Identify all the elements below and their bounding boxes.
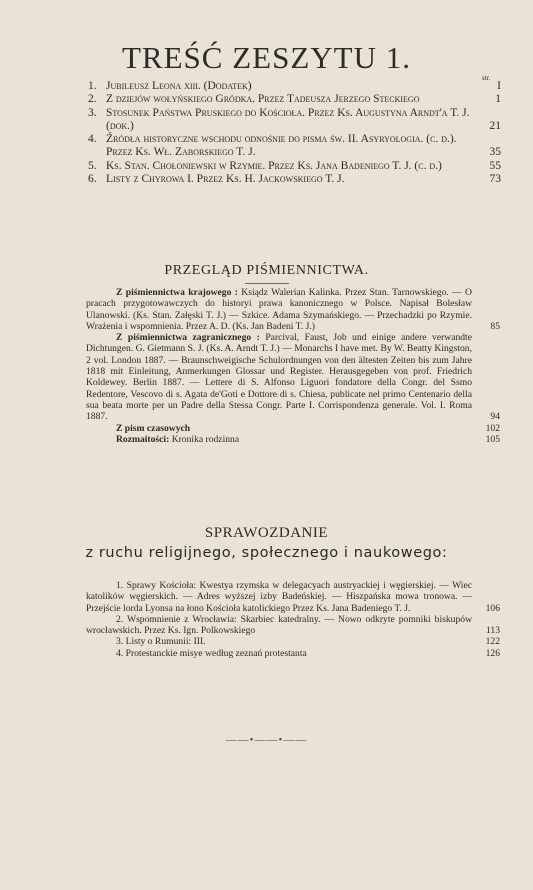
report-entry [86,614,500,637]
section-heading-reports: SPRAWOZDANIE [204,525,329,541]
toc-entry [88,107,501,134]
toc-page: 73 [489,173,501,186]
toc-num: 4. [88,133,97,146]
toc-entry [88,80,501,93]
review-entry [86,423,500,434]
page-title: TREŚĆ ZESZYTU 1. [122,40,411,75]
toc-page: 55 [489,159,501,172]
report-text: Sprawy Kościoła: Kwestya rzymska w delegacyach austryackiej i węgierskiej. — Wiec katolików węgierskich. — Adres wyższej izby Badeńskiej. — Hiszpańska mowa tronowa. — Przejście lorda Lyonsa na łono Kościoła katolickiego Przez Ks. Jana Badeniego T. J. [86,580,472,614]
report-text: Protestanckie misye według zeznań protestanta [125,647,307,659]
review-entry [86,434,500,445]
review-text: Parcival, Faust, Job und einige andere verwandte Dichtungen. G. Gietmann S. J. (Ks. A. Arndt T. J.) — Monarchs I have met. By W. Beatty Kingston, 2 vol. London 1887. — Braunschweigische Schulordnungen von den ältesten Zeiten bis zum Jahre 1818 mit Einleitung, Anmerkungen Glossar und Register. Herausgegeben von prof. Friedrich Koldewey. Berlin 1887. — Lettere di S. Alfonso Liguori fondatore della Congr. del Ssmo Redentore, Vescovo di s. Agata de'Goti e Dottore di s. Chiesa, publicate nel primo Centenario della sua beata morte per un Padre della Stessa Congr. Parte I. Corrispondenza generale. Vol. I. Roma 1887. [86,332,472,423]
toc-text: Źródła historyczne wschodu odnośnie do pisma św. II. Asyryologia. (c. d.). Przez Ks. Wł. Zaborskiego T. J. [106,133,457,159]
report-num: 4. [116,647,124,659]
toc-num: 2. [88,93,97,106]
toc-text: Ks. Stan. Chołoniewski w Rzymie. Przez Ks. Jana Badeniego T. J. (c. d.) [106,159,442,172]
review-heading: Z piśmiennictwa zagranicznego : [116,332,260,344]
review-heading: Z piśmiennictwa krajowego : [116,287,238,298]
toc-entry [88,173,501,186]
report-page: 113 [485,625,500,637]
toc-page: 35 [489,146,501,159]
review-page: 85 [490,320,500,332]
divider [245,283,289,284]
toc-entry [88,160,501,173]
toc-num: 5. [88,159,97,172]
table-of-contents [88,80,501,186]
report-num: 1. [116,580,124,591]
review-text: Kronika rodzinna [171,433,240,445]
report-text: Wspomnienie z Wrocławia: Skarbiec katedralny. — Nowo odkryte pomniki biskupów wrocławskich. Przez Ks. Ign. Polkowskiego [86,613,472,637]
toc-text: Z dziejów wołyńskiego Gródka. Przez Tadeusza Jerzego Steckiego [106,93,420,106]
section-subheading-reports: z ruchu religijnego, społecznego i naukowego: [85,545,448,561]
toc-page: 21 [489,119,501,132]
review-page: 94 [490,411,500,423]
review-text: Ksiądz Walerian Kalinka. Przez Stan. Tarnowskiego. — O pracach przygotowawczych do historyi prawa kanonicznego w Polsce. Napisał Bolesław Ulanowski. (Ks. Stan. Załęski T. J.) — Szkice. Adama Szymańskiego. — Przechadzki po Rzymie. Wrażenia i wspomnienia. Przez A. D. (Ks. Jan Badeni T. J.) [86,287,472,332]
review-section [86,287,500,445]
report-entry [86,580,500,614]
section-heading-review: PRZEGLĄD PIŚMIENNICTWA. [164,263,369,278]
review-heading: Rozmaitości: [116,433,170,445]
report-page: 106 [485,602,500,614]
toc-num: 1. [88,80,97,92]
report-page: 126 [485,647,500,659]
toc-text: Jubileusz Leona xiii. (Dodatek) [106,80,252,92]
review-page: 105 [485,433,500,445]
toc-entry [88,93,501,106]
toc-page: 1 [495,93,501,106]
report-text: Listy o Rumunii: III. [125,636,206,648]
report-num: 2. [116,613,124,625]
review-entry [86,287,500,332]
page-column-label: str. [482,74,491,82]
review-page: 102 [485,422,500,434]
report-num: 3. [116,636,124,648]
toc-page: I [497,80,501,92]
toc-entry [88,133,501,160]
report-entry [86,636,500,647]
review-heading: Z pism czasowych [116,422,191,434]
toc-num: 3. [88,106,97,119]
ornament-divider: ——•——•—— [225,734,308,746]
reports-section [86,580,500,659]
toc-num: 6. [88,173,97,186]
toc-text: Stosunek Państwa Pruskiego do Kościoła. Przez Ks. Augustyna Arndt'a T. J. (dok.) [106,106,470,132]
report-entry [86,648,500,659]
report-page: 122 [485,636,500,648]
review-entry [86,332,500,422]
toc-text: Listy z Chyrowa I. Przez Ks. H. Jackowskiego T. J. [106,173,345,186]
